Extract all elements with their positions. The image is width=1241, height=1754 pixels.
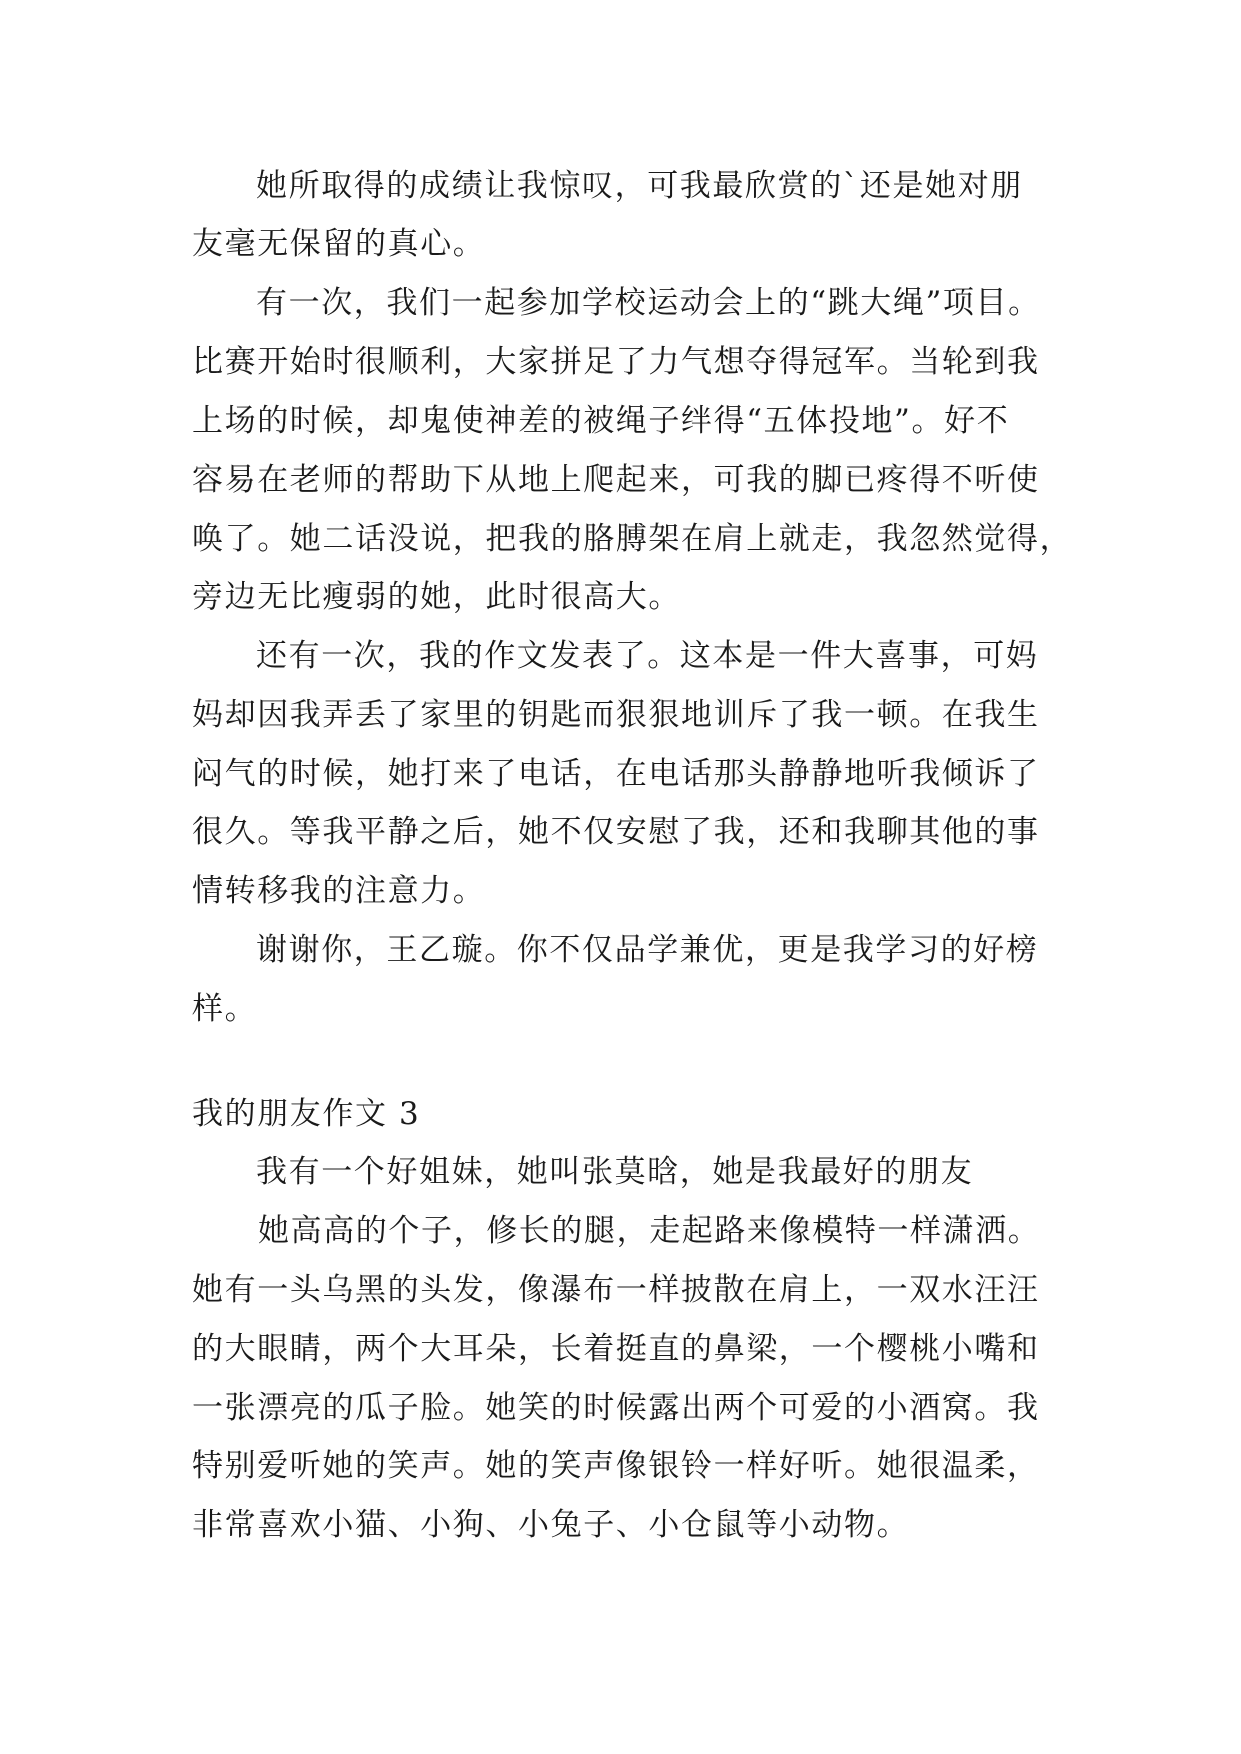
paragraph-line: 她所取得的成绩让我惊叹，可我最欣赏的`还是她对朋 [256, 168, 1023, 204]
paragraph-line: 情转移我的注意力。 [192, 873, 486, 909]
paragraph-line: 一张漂亮的瓜子脸。她笑的时候露出两个可爱的小酒窝。我 [192, 1390, 1040, 1426]
paragraph-line: 闷气的时候，她打来了电话，在电话那头静静地听我倾诉了 [192, 756, 1040, 792]
paragraph-line: 她高高的个子，修长的腿，走起路来像模特一样潇洒。 [258, 1213, 1041, 1249]
paragraph-line: 谢谢你，王乙璇。你不仅品学兼优，更是我学习的好榜 [256, 932, 1039, 968]
paragraph-line: 她有一头乌黑的头发，像瀑布一样披散在肩上，一双水汪汪 [192, 1272, 1040, 1308]
paragraph-line: 特别爱听她的笑声。她的笑声像银铃一样好听。她很温柔， [192, 1448, 1040, 1484]
paragraph-line: 旁边无比瘦弱的她，此时很高大。 [192, 579, 681, 615]
paragraph-line: 还有一次，我的作文发表了。这本是一件大喜事，可妈 [256, 638, 1039, 674]
paragraph-line: 样。 [192, 991, 258, 1027]
paragraph-line: 唤了。她二话没说，把我的胳膊架在肩上就走，我忽然觉得， [192, 521, 1073, 557]
paragraph-line: 我有一个好姐妹，她叫张莫晗，她是我最好的朋友 [256, 1154, 974, 1190]
paragraph-line: 上场的时候，却鬼使神差的被绳子绊得“五体投地”。好不 [192, 403, 1010, 439]
paragraph-line: 妈却因我弄丢了家里的钥匙而狠狠地训斥了我一顿。在我生 [192, 697, 1040, 733]
paragraph-line: 有一次，我们一起参加学校运动会上的“跳大绳”项目。 [256, 285, 1041, 321]
paragraph-line: 的大眼睛，两个大耳朵，长着挺直的鼻梁，一个樱桃小嘴和 [192, 1331, 1040, 1367]
paragraph-line: 非常喜欢小猫、小狗、小兔子、小仓鼠等小动物。 [192, 1507, 910, 1543]
section-heading: 我的朋友作文 3 [192, 1096, 421, 1132]
paragraph-line: 很久。等我平静之后，她不仅安慰了我，还和我聊其他的事 [192, 814, 1040, 850]
paragraph-line: 友毫无保留的真心。 [192, 226, 486, 262]
paragraph-line: 容易在老师的帮助下从地上爬起来，可我的脚已疼得不听使 [192, 462, 1040, 498]
paragraph-line: 比赛开始时很顺利，大家拼足了力气想夺得冠军。当轮到我 [192, 344, 1040, 380]
